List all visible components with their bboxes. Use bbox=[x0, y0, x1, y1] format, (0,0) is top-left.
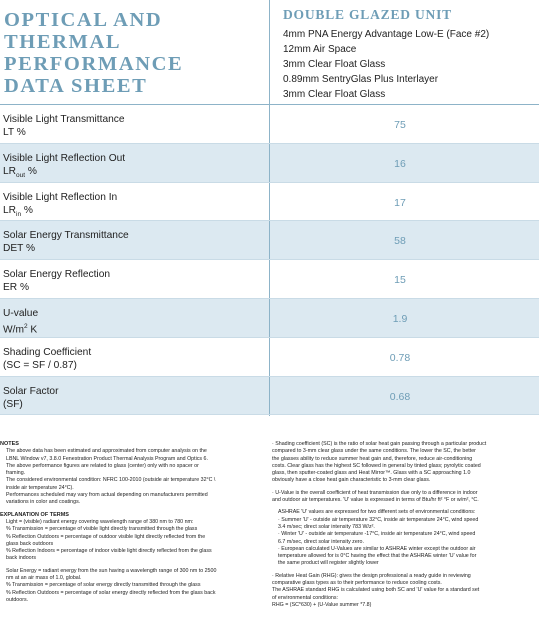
property-unit-text: ER % bbox=[3, 282, 30, 294]
note-line: ASHRAE 'U' values are expressed for two different sets of environmental conditions: bbox=[278, 509, 476, 516]
table-row bbox=[0, 377, 539, 416]
property-label bbox=[3, 152, 125, 182]
term-line: back indoors bbox=[6, 555, 37, 562]
property-unit-suffix: K bbox=[27, 324, 38, 336]
property-unit bbox=[3, 320, 38, 336]
note-line: variations in color and coatings. bbox=[6, 499, 81, 506]
note-line: compared to 3-mm clear glass under the same conditions. The lower the SC, the better bbox=[272, 448, 476, 455]
column-divider bbox=[269, 221, 270, 259]
terms-heading: EXPLANATION OF TERMS bbox=[0, 511, 69, 518]
property-value: 15 bbox=[394, 274, 406, 287]
property-name: Shading Coefficient bbox=[3, 346, 92, 358]
term-line: Light = (visible) radiant energy covering wavelength range of 380 nm to 780 nm: bbox=[6, 518, 194, 525]
notes-heading: NOTES bbox=[0, 441, 19, 447]
property-unit-text: LR bbox=[3, 204, 17, 216]
column-divider bbox=[269, 144, 270, 182]
note-line: The above data has been estimated and approximated from computer analysis on the bbox=[6, 448, 207, 455]
term-line: % Reflection Outdoors = percentage of outdoor visible light directly reflected from the bbox=[6, 533, 206, 540]
property-value: 1.9 bbox=[392, 312, 408, 325]
column-divider bbox=[269, 105, 270, 143]
note-line: obviously have a close heat gain characteristic to 3-mm clear glass. bbox=[272, 477, 431, 484]
property-unit-subscript: out bbox=[16, 171, 26, 179]
note-line: The above performance figures are related to glass (center) only with no spacer or bbox=[6, 462, 199, 469]
property-unit-subscript: in bbox=[16, 210, 22, 218]
note-line: RHG = (SC*630) + (U-Value summer *7.8) bbox=[272, 601, 372, 608]
term-line: outdoors. bbox=[6, 596, 29, 603]
term-line: Solar Energy = radiant energy from the sun having a wavelength range of 300 nm to 2500 bbox=[6, 567, 217, 574]
note-line: · Winter 'U' - outside air temperature -17°C, inside air temperature 24°C, wind speed bbox=[278, 531, 476, 538]
page-title bbox=[4, 9, 264, 97]
note-line: glass, then sputter-coated glass and Heat Mirror™. Glass with a SC approaching 1.0 bbox=[272, 470, 471, 477]
note-line: The ASHRAE standard RHG is calculated using both SC and 'U' value for a standard set bbox=[272, 587, 480, 594]
property-name: Solar Factor bbox=[3, 385, 59, 397]
property-label bbox=[3, 113, 125, 139]
note-line: temperature allowed for is 0°C having the effect that the ASHRAE winter 'U' value for bbox=[278, 553, 477, 560]
property-unit-suffix: % bbox=[25, 165, 37, 177]
term-line: % Reflection Outdoors = percentage of solar energy directly reflected from the glass back bbox=[6, 589, 216, 596]
note-line: · Shading coefficient (SC) is the ratio of solar heat gain passing through a particular product bbox=[272, 441, 487, 447]
property-unit-text: DET % bbox=[3, 243, 36, 255]
column-divider bbox=[269, 299, 270, 337]
column-divider bbox=[269, 183, 270, 221]
title-line: OPTICAL AND bbox=[4, 9, 163, 31]
property-value: 16 bbox=[394, 157, 406, 170]
table-row bbox=[0, 183, 539, 222]
property-label bbox=[3, 307, 38, 336]
unit-layer: 3mm Clear Float Glass bbox=[283, 59, 386, 70]
note-line: 6.7 m/sec, direct solar intensity zero. bbox=[278, 538, 364, 545]
term-line: nm at an air mass of 1.0, global. bbox=[6, 575, 82, 582]
property-value: 75 bbox=[394, 119, 406, 131]
note-line: framing. bbox=[6, 470, 26, 477]
note-line: · U-Value is the overall coefficient of heat transmission due only to a difference in indoor bbox=[272, 489, 478, 496]
note-line: LBNL Window v7, 3.8.0 Fenestration Product Thermal Analysis Program and Optics 6. bbox=[6, 455, 208, 462]
property-unit-text: (SF) bbox=[3, 398, 23, 410]
property-unit bbox=[3, 204, 117, 221]
note-line: and outdoor air temperatures. 'U' value is expressed in terms of Btu/hr ft² °F or w/m², °C. bbox=[272, 497, 479, 504]
unit-layer: 0.89mm SentryGlas Plus Interlayer bbox=[283, 74, 439, 85]
note-line: of environmental conditions: bbox=[272, 594, 338, 601]
property-unit-text: (SC = SF / 0.87) bbox=[3, 359, 77, 371]
property-unit bbox=[3, 165, 125, 182]
property-unit-text: LT % bbox=[3, 127, 26, 138]
property-value: 58 bbox=[394, 235, 406, 248]
note-line: · Summer 'U' - outside air temperature 32°C, inside air temperature 24°C, wind speed bbox=[278, 516, 479, 523]
shading-coefficient-note bbox=[272, 441, 536, 485]
property-unit bbox=[3, 359, 91, 372]
property-name: Solar Energy Reflection bbox=[3, 269, 111, 281]
notes-left bbox=[0, 441, 262, 604]
notes-list bbox=[0, 448, 262, 506]
terms-solar bbox=[0, 568, 262, 604]
column-divider bbox=[269, 377, 270, 415]
property-label bbox=[3, 268, 110, 294]
note-line: The considered environmental condition: NFRC 100-2010 (outside air temperature 32°C \ bbox=[6, 477, 216, 484]
property-value: 17 bbox=[394, 196, 406, 209]
note-line: costs. Clear glass has the highest SC followed in general by tinted glass; pyrolytic coated bbox=[272, 462, 481, 469]
unit-layer: 12mm Air Space bbox=[283, 44, 357, 55]
property-value: 0.68 bbox=[389, 390, 411, 403]
title-line: THERMAL bbox=[4, 31, 122, 53]
title-line: DATA SHEET bbox=[4, 75, 148, 97]
note-line: 3.4 m/sec; direct solar intensity 783 W/z². bbox=[278, 523, 375, 530]
property-unit-text: LR bbox=[3, 165, 17, 177]
unit-layer: 4mm PNA Energy Advantage Low-E (Face #2) bbox=[283, 29, 490, 40]
property-label bbox=[3, 229, 129, 255]
term-line: % Transmission = percentage of visible light directly transmitted through the glass bbox=[6, 526, 198, 533]
unit-layer: 3mm Clear Float Glass bbox=[283, 89, 386, 100]
term-line: % Transmission = percentage of solar energy directly transmitted through the glass bbox=[6, 582, 201, 589]
note-line: Performances scheduled may vary from actual depending on manufacturers permitted bbox=[6, 492, 208, 499]
note-line: the same product will register slightly lower bbox=[278, 560, 379, 567]
property-unit bbox=[3, 126, 125, 139]
term-line: glass back outdoors bbox=[6, 540, 54, 547]
property-name: Solar Energy Transmittance bbox=[3, 230, 129, 242]
note-line: comparative glass types as to their performance to reduce cooling costs. bbox=[272, 580, 442, 587]
property-unit bbox=[3, 398, 58, 411]
table-row bbox=[0, 299, 539, 338]
property-label bbox=[3, 191, 117, 221]
property-name: Visible Light Transmittance bbox=[3, 114, 125, 125]
table-row bbox=[0, 221, 539, 260]
terms-light bbox=[0, 519, 262, 563]
note-line: the glasses ability to reduce summer heat gain and, therefore, reduce air-conditioning bbox=[272, 455, 473, 462]
unit-title: DOUBLE GLAZED UNIT bbox=[283, 7, 452, 22]
property-value: 0.78 bbox=[389, 351, 411, 364]
property-unit-superscript: 2 bbox=[23, 322, 28, 330]
title-line: PERFORMANCE bbox=[4, 53, 184, 75]
property-unit bbox=[3, 281, 110, 294]
table-row bbox=[0, 144, 539, 183]
table-row bbox=[0, 338, 539, 377]
notes-right bbox=[272, 441, 536, 609]
ashrae-note bbox=[272, 509, 536, 567]
property-name: Visible Light Reflection Out bbox=[3, 152, 126, 164]
relative-heat-gain-note bbox=[272, 573, 536, 609]
property-label bbox=[3, 346, 91, 372]
property-label bbox=[3, 385, 58, 411]
property-name: U-value bbox=[3, 307, 39, 319]
property-unit bbox=[3, 242, 129, 255]
property-unit-suffix: % bbox=[21, 204, 33, 216]
table-row bbox=[0, 105, 539, 144]
unit-spec bbox=[283, 7, 533, 102]
property-name: Visible Light Reflection In bbox=[3, 191, 118, 203]
note-line: · European calculated U-Values are similar to ASHRAE winter except the outdoor air bbox=[278, 545, 476, 552]
u-value-note bbox=[272, 490, 536, 505]
performance-table bbox=[0, 105, 539, 415]
table-row bbox=[0, 260, 539, 299]
column-divider bbox=[269, 260, 270, 298]
note-line: inside air temperature 24°C). bbox=[6, 484, 74, 491]
term-line: % Reflection Indoors = percentage of indoor visible light directly reflected from the glass bbox=[6, 548, 212, 555]
property-unit-text: W/m bbox=[3, 324, 24, 336]
note-line: · Relative Heat Gain (RHG): gives the design professional a ready guide in reviewing bbox=[272, 572, 471, 579]
column-divider bbox=[269, 338, 270, 376]
